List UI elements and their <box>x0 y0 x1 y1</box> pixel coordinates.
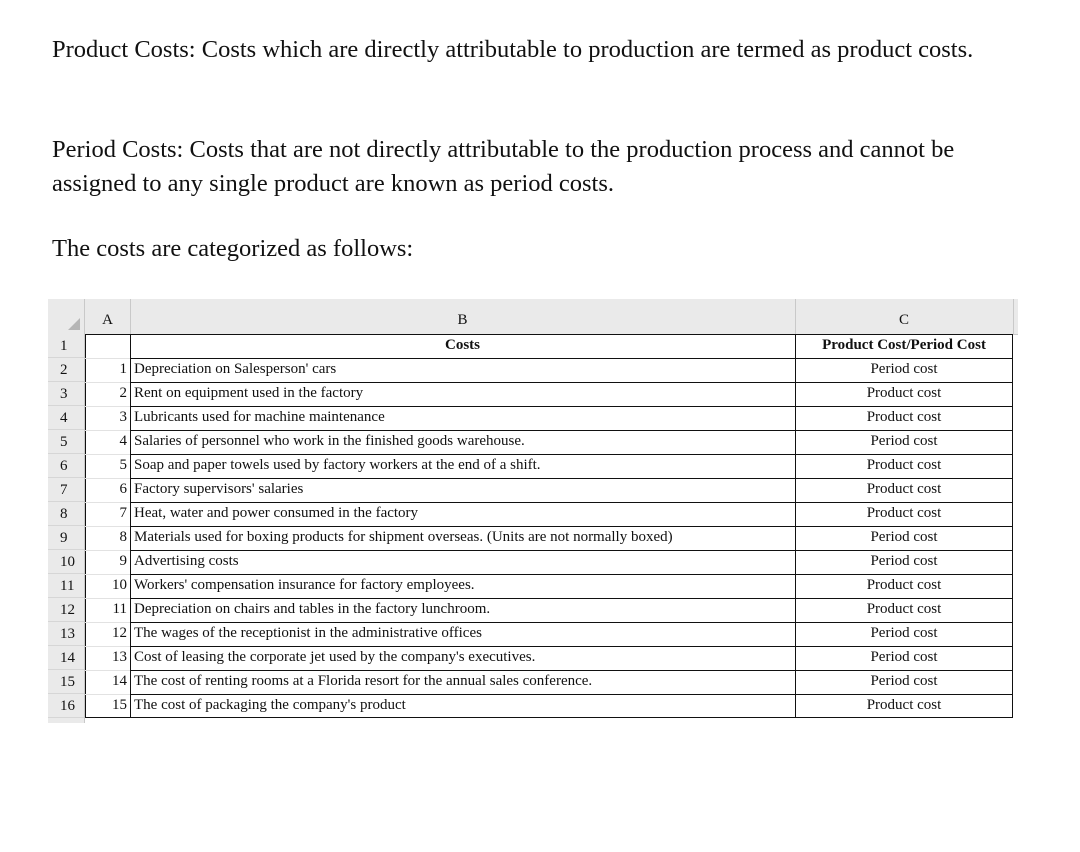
cost-description: The wages of the receptionist in the administrative offices <box>134 625 482 641</box>
cost-classification: Period cost <box>870 625 938 641</box>
row-number: 15 <box>48 670 84 694</box>
cost-number: 9 <box>119 553 127 569</box>
cost-description: The cost of packaging the company's product <box>134 697 406 713</box>
row-gridline <box>85 382 130 383</box>
cost-number: 10 <box>112 577 127 593</box>
row-number: 9 <box>48 526 84 550</box>
cost-number: 15 <box>112 697 127 713</box>
row-divider <box>130 406 1013 407</box>
cost-classification: Period cost <box>870 529 938 545</box>
cost-number: 5 <box>119 457 127 473</box>
product-costs-definition: Product Costs: Costs which are directly attributable to production are termed as product costs. <box>52 36 974 63</box>
classification-header: Product Cost/Period Cost <box>822 337 986 353</box>
cost-classification: Period cost <box>870 673 938 689</box>
cost-number: 6 <box>119 481 127 497</box>
cost-number: 14 <box>112 673 127 689</box>
row-number: 16 <box>48 694 84 718</box>
row-number: 3 <box>48 382 84 406</box>
cost-number: 4 <box>119 433 127 449</box>
cost-description: Factory supervisors' salaries <box>134 481 304 497</box>
row-divider <box>130 382 1013 383</box>
row-divider <box>130 502 1013 503</box>
cost-number: 3 <box>119 409 127 425</box>
row-divider <box>130 550 1013 551</box>
row-number: 8 <box>48 502 84 526</box>
cost-number: 7 <box>119 505 127 521</box>
cost-number: 13 <box>112 649 127 665</box>
column-header-b: B <box>130 299 796 334</box>
row-gridline <box>85 646 130 647</box>
row-gridline <box>85 478 130 479</box>
row-divider <box>130 478 1013 479</box>
row-divider <box>130 694 1013 695</box>
row-number: 11 <box>48 574 84 598</box>
cost-classification: Period cost <box>870 361 938 377</box>
cost-number: 11 <box>112 601 127 617</box>
row-number: 5 <box>48 430 84 454</box>
cost-description: Lubricants used for machine maintenance <box>134 409 385 425</box>
row-gridline <box>85 454 130 455</box>
row-divider <box>130 646 1013 647</box>
cost-description: Depreciation on Salesperson' cars <box>134 361 337 377</box>
cost-description: Salaries of personnel who work in the finished goods warehouse. <box>134 433 525 449</box>
select-all-corner <box>48 299 85 334</box>
cost-description: Materials used for boxing products for shipment overseas. (Units are not normally boxed) <box>134 529 673 545</box>
row-number: 1 <box>48 334 84 358</box>
row-divider <box>130 598 1013 599</box>
cost-description: Heat, water and power consumed in the factory <box>134 505 419 521</box>
cost-description: Rent on equipment used in the factory <box>134 385 364 401</box>
row-number: 12 <box>48 598 84 622</box>
cost-number: 2 <box>119 385 127 401</box>
costs-header: Costs <box>444 337 480 353</box>
cost-classification: Product cost <box>866 385 942 401</box>
row-gridline <box>85 598 130 599</box>
cost-description: Advertising costs <box>134 553 239 569</box>
row-divider <box>130 526 1013 527</box>
row-gridline <box>85 550 130 551</box>
column-header-row <box>48 299 1018 335</box>
row-gridline <box>85 430 130 431</box>
row-gridline <box>85 574 130 575</box>
cost-classification: Period cost <box>870 649 938 665</box>
row-divider <box>130 670 1013 671</box>
row-number: 14 <box>48 646 84 670</box>
cost-classification: Product cost <box>866 601 942 617</box>
cost-classification: Product cost <box>866 481 942 497</box>
row-number: 7 <box>48 478 84 502</box>
row-gridline <box>85 406 130 407</box>
cost-description: Soap and paper towels used by factory workers at the end of a shift. <box>134 457 541 473</box>
cost-classification: Product cost <box>866 505 942 521</box>
cost-number: 12 <box>112 625 127 641</box>
row-number: 2 <box>48 358 84 382</box>
column-header-a: A <box>85 299 131 334</box>
cost-classification: Product cost <box>866 409 942 425</box>
row-number: 6 <box>48 454 84 478</box>
row-gridline <box>85 694 130 695</box>
row-number-column <box>48 334 85 723</box>
cost-number: 8 <box>119 529 127 545</box>
row-gridline <box>85 502 130 503</box>
row-divider <box>130 454 1013 455</box>
cost-classification: Product cost <box>866 577 942 593</box>
cost-description: The cost of renting rooms at a Florida resort for the annual sales conference. <box>134 673 593 689</box>
cost-description: Depreciation on chairs and tables in the factory lunchroom. <box>134 601 491 617</box>
row-number: 10 <box>48 550 84 574</box>
cost-classification: Product cost <box>866 457 942 473</box>
row-divider <box>130 358 1013 359</box>
cost-classification: Period cost <box>870 553 938 569</box>
row-divider <box>130 622 1013 623</box>
row-gridline <box>85 526 130 527</box>
cost-number: 1 <box>119 361 127 377</box>
row-number: 4 <box>48 406 84 430</box>
categorized-intro: The costs are categorized as follows: <box>52 235 414 262</box>
row-number: 13 <box>48 622 84 646</box>
cost-classification: Product cost <box>866 697 942 713</box>
row-gridline <box>85 358 130 359</box>
row-divider <box>130 430 1013 431</box>
row-gridline <box>85 670 130 671</box>
period-costs-definition: Period Costs: Costs that are not directly attributable to the production process and cannot be assigned to any single product are known as period costs. <box>52 136 955 197</box>
column-header-c: C <box>795 299 1014 334</box>
row-divider <box>130 574 1013 575</box>
cost-classification: Period cost <box>870 433 938 449</box>
spreadsheet-image <box>48 299 1018 723</box>
cost-description: Workers' compensation insurance for factory employees. <box>134 577 475 593</box>
cost-description: Cost of leasing the corporate jet used by the company's executives. <box>134 649 536 665</box>
row-gridline <box>85 622 130 623</box>
